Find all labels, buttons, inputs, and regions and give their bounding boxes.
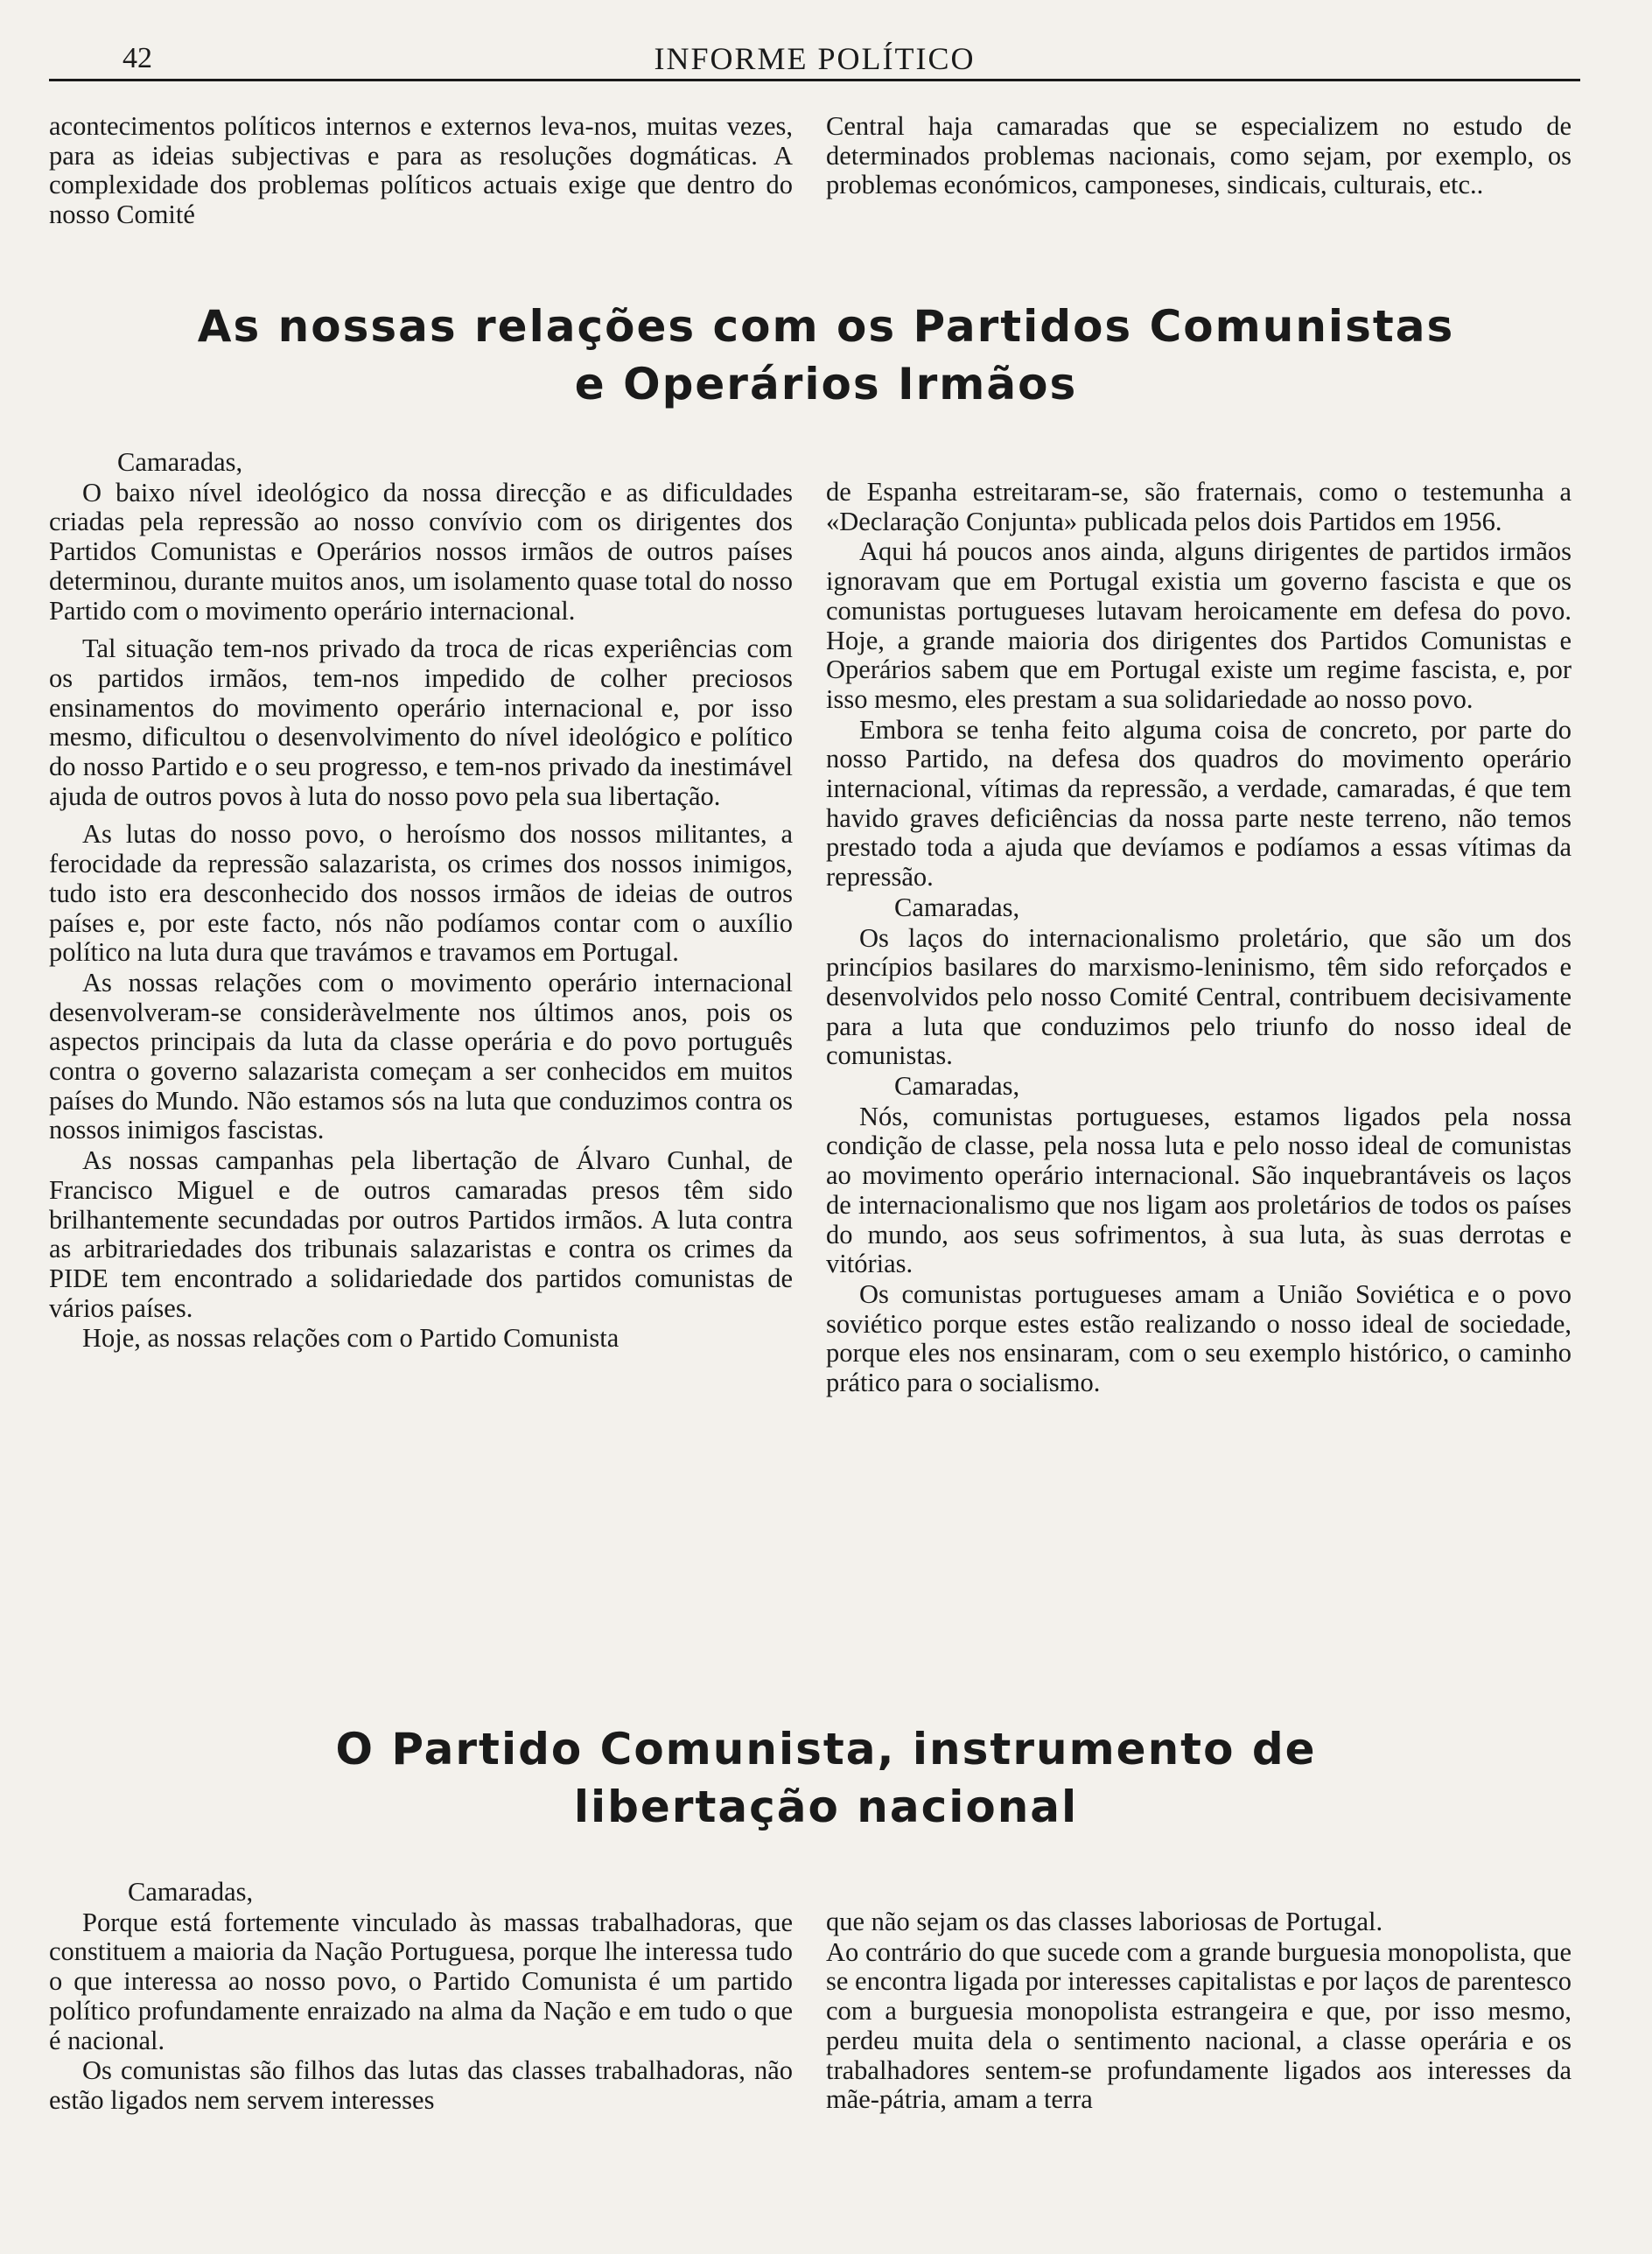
running-title: INFORME POLÍTICO (654, 41, 976, 76)
salutation: Camaradas, (117, 447, 243, 477)
top-right-column (826, 112, 1572, 200)
salutation: Camaradas, (128, 1877, 254, 1907)
paragraph: Aqui há poucos anos ainda, alguns dirigentes de partidos irmãos ignoravam que em Portugal existia um governo fascista e que os comunistas portugueses lutavam heroicamente em defesa do povo. Hoje, a grande maioria dos dirigentes dos Partidos Comunistas e Operários sabem que em Portugal existe um regime fascista, e, por isso mesmo, eles prestam a sua solidariedade ao nosso povo. (826, 536, 1572, 714)
paragraph: Porque está fortemente vinculado às massas trabalhadoras, que constituem a maioria da Nação Portuguesa, porque lhe interessa tudo o que interessa ao nosso povo, o Partido Comunista é um partido político profundamente enraizado na alma da Nação e em tudo o que é nacional. (49, 1907, 793, 2055)
paragraph: As nossas relações com o movimento operário internacional desenvolveram-se consideràvelmente nos últimos anos, pois os aspectos principais da luta da classe operária e do povo português contra o governo salazarista começam a ser conhecidos em muitos países do Mundo. Não estamos sós na luta que conduzimos contra os nossos inimigos fascistas. (49, 967, 793, 1145)
article2-title (0, 1720, 1652, 1836)
article1-title-line1: As nossas relações com os Partidos Comunistas (197, 301, 1455, 352)
paragraph: O baixo nível ideológico da nossa direcção e as dificuldades criadas pela repressão ao nosso convívio com os dirigentes dos Partidos Comunistas e Operários nossos irmãos de outros países determinou, durante muitos anos, um isolamento quase total do nosso Partido com o movimento operário internacional. (49, 477, 793, 626)
article1-left-column (49, 448, 793, 1354)
salutation: Camaradas, (894, 892, 1020, 922)
paragraph: Os laços do internacionalismo proletário, que são um dos princípios basilares do marxismo-leninismo, têm sido reforçados e desenvolvidos pelo nosso Comité Central, contribuem decisivamente para a luta que conduzimos pelo triunfo do nosso ideal de comunistas. (826, 922, 1572, 1071)
paragraph: Ao contrário do que sucede com a grande burguesia monopolista, que se encontra ligada por interesses capitalistas e por laços de parentesco com a burguesia monopolista estrangeira e que, por isso mesmo, perdeu muita dela o sentimento nacional, a classe operária e os trabalhadores sentem-se profundamente ligados aos interesses da mãe-pátria, amam a terra (826, 1936, 1572, 2115)
article2-title-line2: libertação nacional (573, 1782, 1079, 1832)
article2-right-column (826, 1908, 1572, 2115)
page-number: 42 (122, 42, 152, 74)
article2-left-column (49, 1878, 793, 2116)
paragraph: Embora se tenha feito alguma coisa de concreto, por parte do nosso Partido, na defesa dos quadros do movimento operário internacional, vítimas da repressão, a verdade, camaradas, é que tem havido graves deficiências da nossa parte neste terreno, não temos prestado toda a ajuda que devíamos e podíamos a essas vítimas da repressão. (826, 714, 1572, 892)
paragraph: Tal situação tem-nos privado da troca de ricas experiências com os partidos irmãos, tem-nos impedido de colher preciosos ensinamentos do movimento operário internacional e, por isso mesmo, dificultou o desenvolvimento do nível ideológico e político do nosso Partido e o seu progresso, e tem-nos privado da inestimável ajuda de outros povos à luta do nosso povo pela sua libertação. (49, 634, 793, 811)
paragraph: Nós, comunistas portugueses, estamos ligados pela nossa condição de classe, pela nossa luta e pelo nosso ideal de comunistas ao movimento operário internacional. São inquebrantáveis os laços de internacionalismo que nos ligam aos proletários de todos os países do mundo, aos seus sofrimentos, à sua luta, às suas derrotas e vitórias. (826, 1101, 1572, 1279)
article1-title (0, 298, 1652, 413)
article1-right-column (826, 478, 1572, 1398)
paragraph: Os comunistas portugueses amam a União Soviética e o povo soviético porque estes estão realizando o nosso ideal de sociedade, porque eles nos ensinaram, com o seu exemplo histórico, o caminho prático para o socialismo. (826, 1278, 1572, 1398)
paragraph: Central haja camaradas que se especializem no estudo de determinados problemas nacionais, como sejam, por exemplo, os problemas económicos, camponeses, sindicais, culturais, etc.. (826, 111, 1572, 200)
paragraph: As nossas campanhas pela libertação de Álvaro Cunhal, de Francisco Miguel e de outros camaradas presos têm sido brilhantemente secundadas por outros Partidos irmãos. A luta contra as arbitrariedades dos tribunais salazaristas e contra os crimes da PIDE tem encontrado a solidariedade dos partidos comunistas de vários países. (49, 1145, 793, 1323)
paragraph: que não sejam os das classes laboriosas de Portugal. (826, 1907, 1383, 1936)
top-left-column (49, 112, 793, 230)
paragraph: de Espanha estreitaram-se, são fraternais, como o testemunha a «Declaração Conjunta» publicada pelos dois Partidos em 1956. (826, 477, 1572, 536)
paragraph: As lutas do nosso povo, o heroísmo dos nossos militantes, a ferocidade da repressão salazarista, os crimes dos nossos inimigos, tudo isto era desconhecido dos nossos irmãos de ideias de outros países e, por este facto, nós não podíamos contar com o auxílio político na luta dura que travámos e travamos em Portugal. (49, 819, 793, 968)
paragraph: Hoje, as nossas relações com o Partido Comunista (82, 1323, 620, 1354)
paragraph: Os comunistas são filhos das lutas das classes trabalhadoras, não estão ligados nem servem interesses (49, 2055, 793, 2115)
salutation: Camaradas, (894, 1071, 1020, 1102)
page-header (49, 38, 1580, 81)
article1-title-line2: e Operários Irmãos (574, 359, 1078, 410)
paragraph: acontecimentos políticos internos e externos leva-nos, muitas vezes, para as ideias subjectivas e para as resoluções dogmáticas. A complexidade dos problemas políticos actuais exige que dentro do nosso Comité (49, 111, 793, 230)
article2-title-line1: O Partido Comunista, instrumento de (335, 1724, 1317, 1774)
